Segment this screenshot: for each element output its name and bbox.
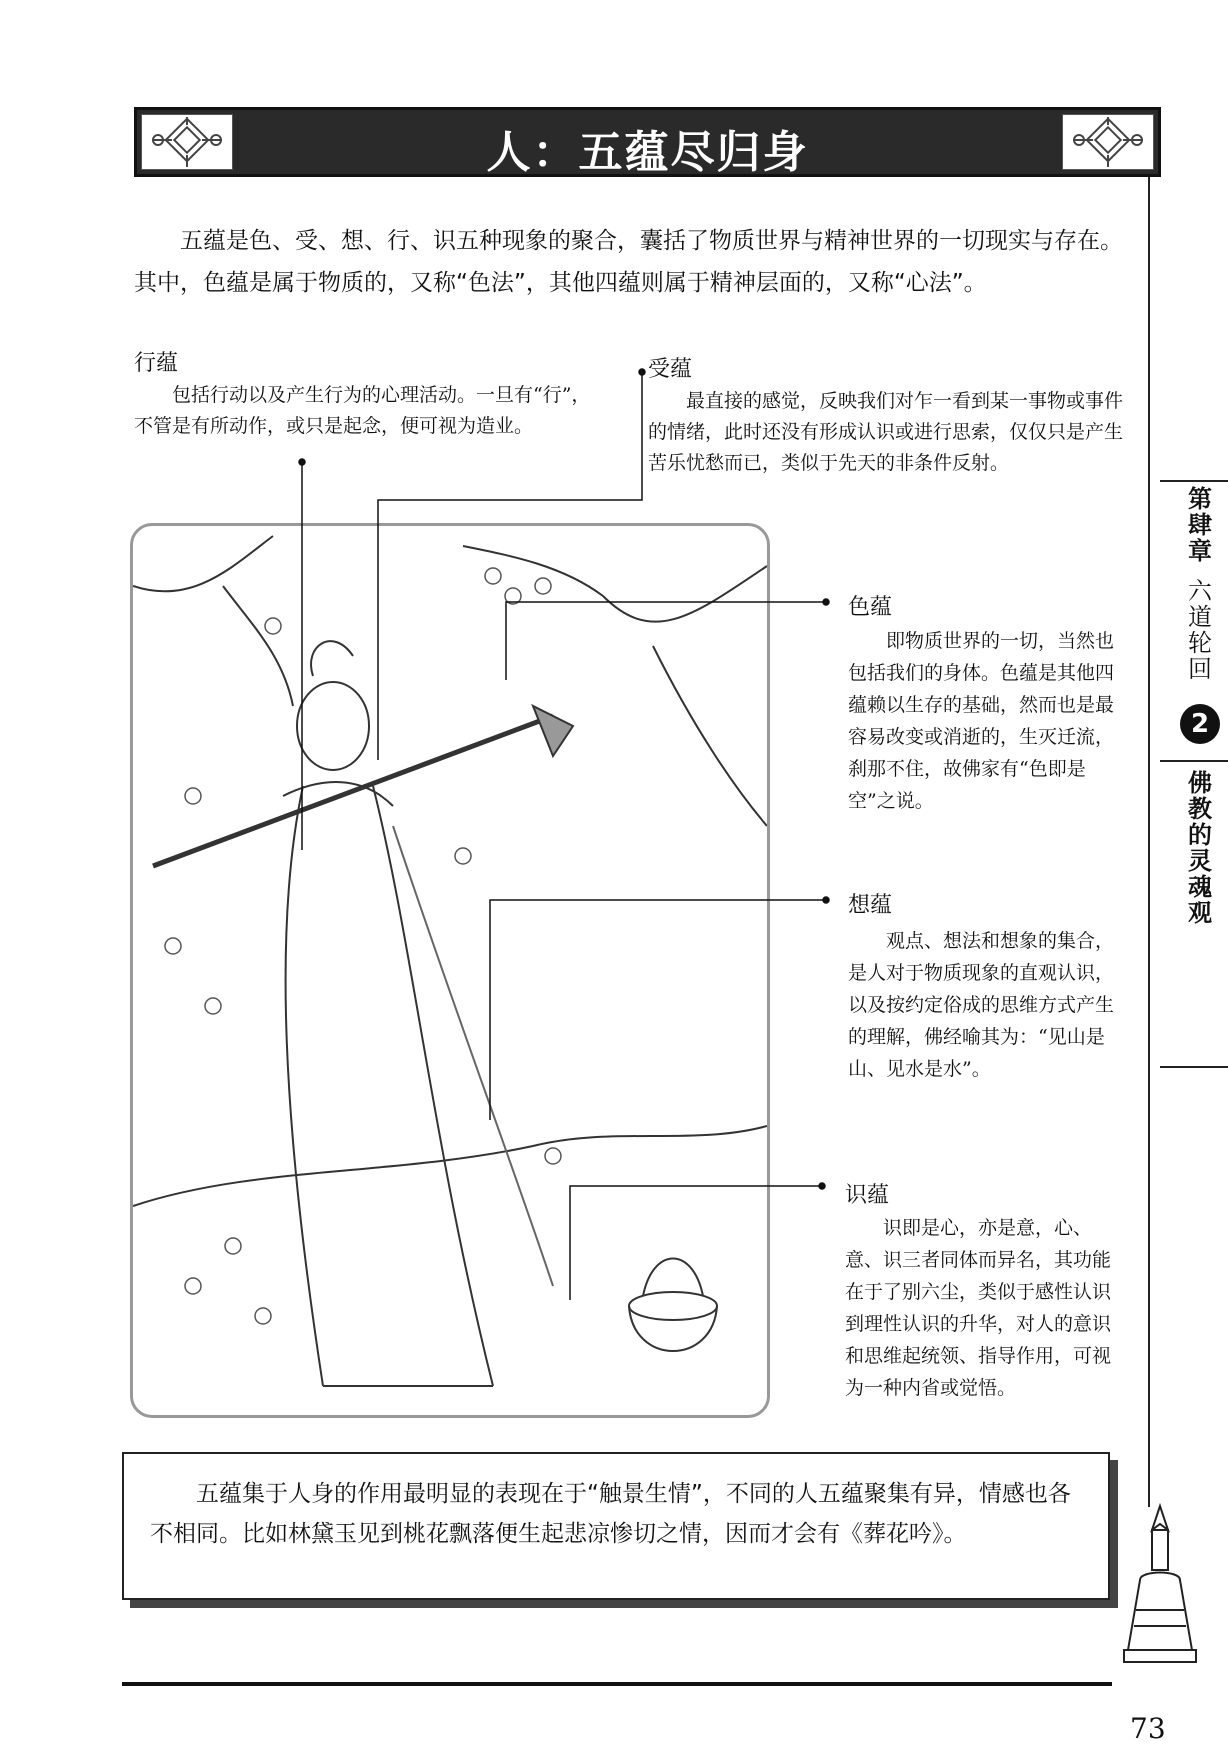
bell-icon (1100, 1500, 1220, 1680)
se-skandha-title: 色蕴 (848, 595, 893, 620)
shi-skandha-title: 识蕴 (845, 1183, 890, 1208)
page-title: 人：五蕴尽归身 (486, 127, 809, 178)
section-tab (1168, 770, 1228, 1050)
xiang-skandha-title: 想蕴 (848, 893, 893, 918)
chapter-name: 六道轮回 (1183, 578, 1212, 682)
tab-divider (1160, 480, 1228, 482)
chapter-number: 第肆章 (1183, 486, 1212, 564)
xing-skandha-title: 行蕴 (134, 351, 179, 376)
footer-rule (122, 1682, 1112, 1686)
shou-skandha-title: 受蕴 (648, 357, 693, 382)
shou-skandha-text: 最直接的感觉，反映我们对乍一看到某一事物或事件的情绪，此时还没有形成认识或进行思索，仅仅只是产生苦乐忧愁而已，类似于先天的非条件反射。 (648, 390, 1124, 474)
xiang-skandha-text: 观点、想法和想象的集合，是人对于物质现象的直观认识，以及按约定俗成的思维方式产生的理解，佛经喻其为：“见山是山、见水是水”。 (848, 930, 1115, 1080)
chapter-badge: 2 (1180, 704, 1220, 744)
xing-skandha-text: 包括行动以及产生行为的心理活动。一旦有“行”，不管是有所动作，或只是起念，便可视为造业。 (134, 384, 591, 437)
se-skandha-text: 即物质世界的一切，当然也包括我们的身体。色蕴是其他四蕴赖以生存的基础，然而也是最容易改变或消逝的，生灭迁流，刹那不住，故佛家有“色即是空”之说。 (848, 630, 1115, 812)
tab-divider (1160, 760, 1228, 762)
intro-paragraph: 五蕴是色、受、想、行、识五种现象的聚合，囊括了物质世界与精神世界的一切现实与存在。其中，色蕴是属于物质的，又称“色法”，其他四蕴则属于精神层面的，又称“心法”。 (134, 228, 1123, 296)
shi-skandha-text: 识即是心，亦是意，心、意、识三者同体而异名，其功能在于了别六尘，类似于感性认识到理性认识的升华，对人的意识和思维起统领、指导作用，可视为一种内省或觉悟。 (845, 1217, 1112, 1399)
summary-note-box (122, 1452, 1110, 1600)
section-name: 佛教的灵魂观 (1183, 770, 1212, 926)
summary-note-text: 五蕴集于人身的作用最明显的表现在于“触景生情”，不同的人五蕴聚集有异，情感也各不相同。比如林黛玉见到桃花飘落便生起悲凉惨切之情，因而才会有《葬花吟》。 (150, 1481, 1071, 1547)
tab-divider (1160, 1066, 1228, 1068)
page-number: 73 (1130, 1712, 1166, 1745)
